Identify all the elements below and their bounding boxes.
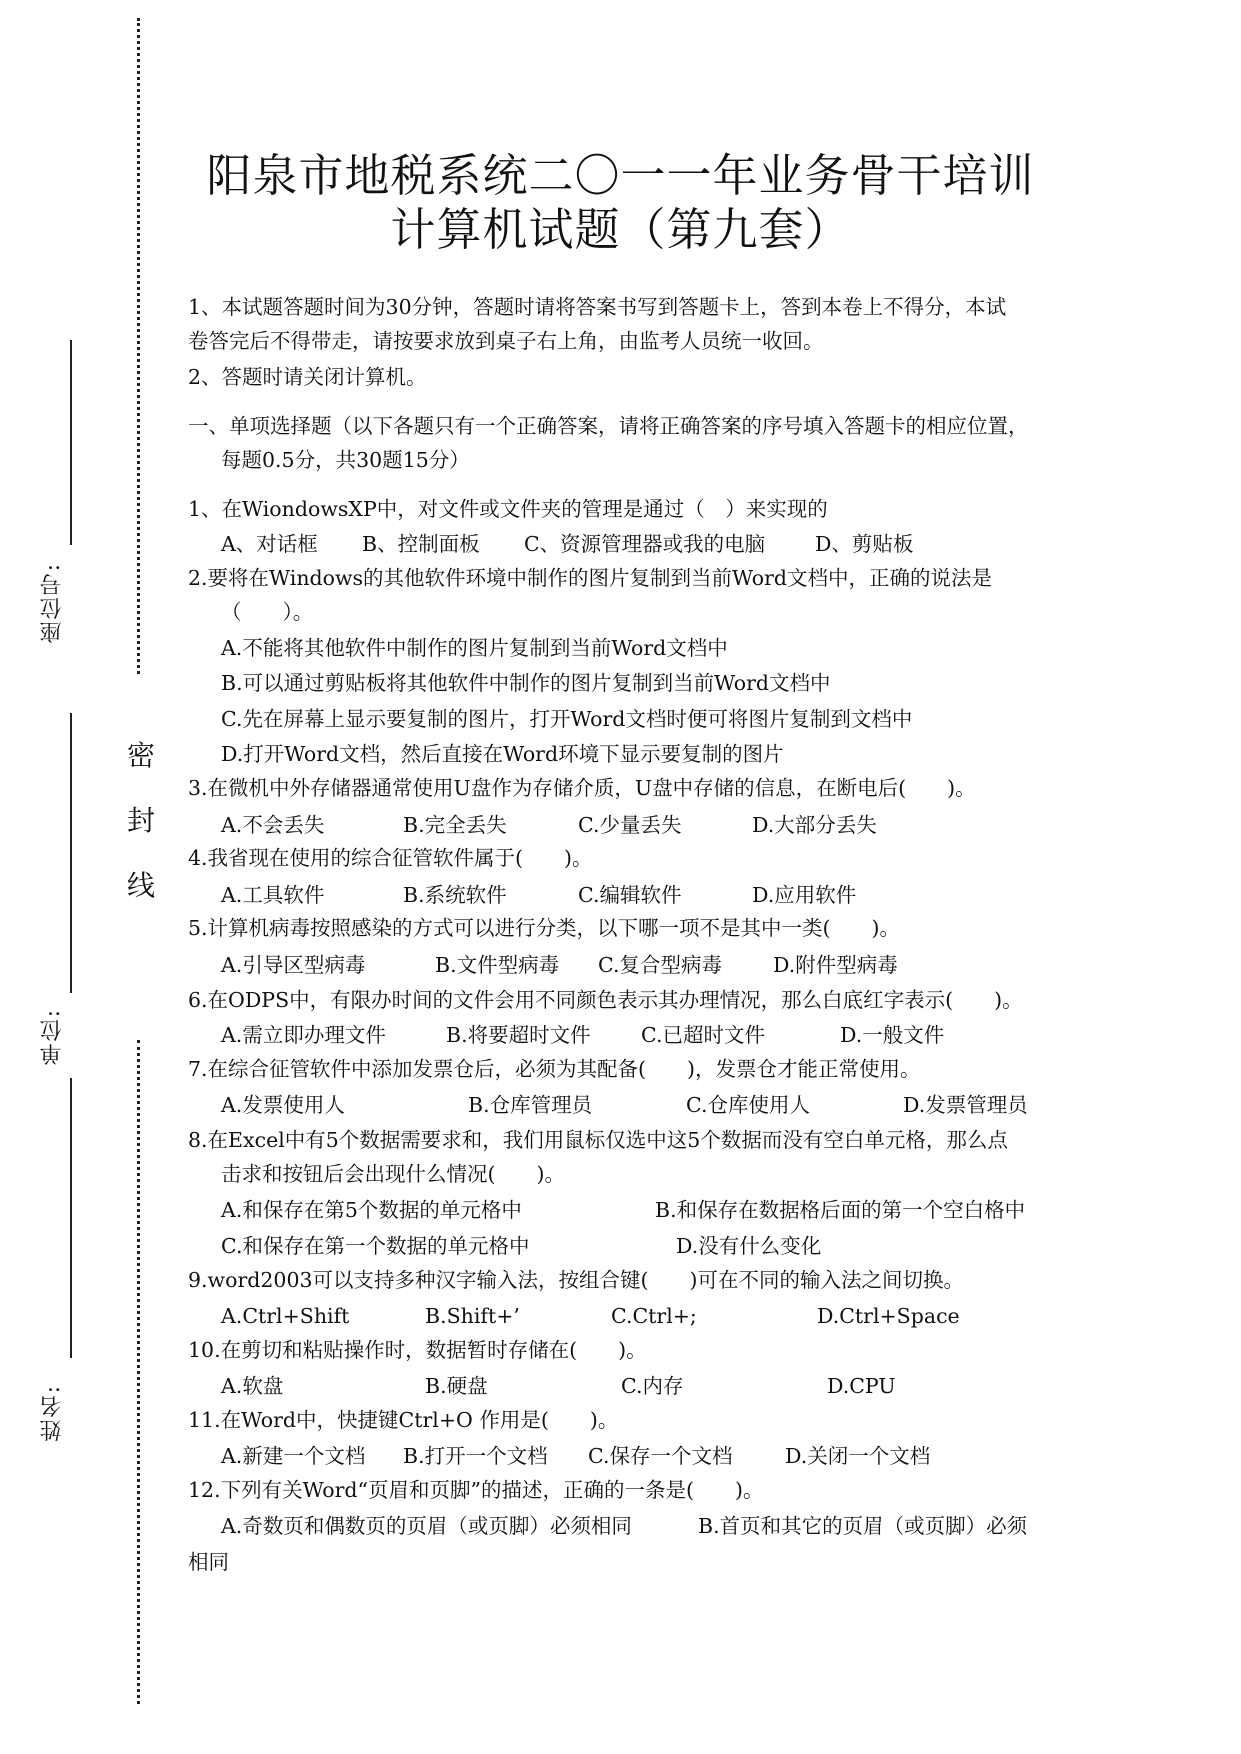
question-3: 3.在微机中外存储器通常使用U盘作为存储介质，U盘中存储的信息，在断电后( )。: [188, 776, 976, 800]
unit-underline: [70, 713, 72, 993]
q9-option-a: A.Ctrl+Shift: [221, 1304, 350, 1328]
seal-char-mi: 密: [127, 739, 156, 772]
q9-option-d: D.Ctrl+Space: [817, 1304, 960, 1328]
exam-title-line1: 阳泉市地税系统二〇一一年业务骨干培训: [206, 149, 1035, 202]
q10-option-a: A.软盘: [221, 1374, 284, 1398]
q8-option-b: B.和保存在数据格后面的第一个空白格中: [655, 1198, 1026, 1222]
question-1: 1、在WiondowsXP中，对文件或文件夹的管理是通过（ ）来实现的: [188, 497, 828, 521]
question-2-cont: （ ）。: [221, 600, 314, 624]
q9-option-b: B.Shift+’: [425, 1304, 520, 1328]
q12-option-b: B.首页和其它的页眉（或页脚）必须: [698, 1514, 1028, 1538]
question-7: 7.在综合征管软件中添加发票仓后，必须为其配备( )，发票仓才能正常使用。: [188, 1057, 921, 1081]
seat-number-label: 座位号:: [40, 562, 65, 644]
q8-option-d: D.没有什么变化: [676, 1234, 822, 1258]
section-heading: 一、单项选择题（以下各题只有一个正确答案，请将正确答案的序号填入答题卡的相应位置，: [188, 414, 1029, 438]
q1-option-c: C、资源管理器或我的电脑: [524, 532, 766, 556]
q6-option-b: B.将要超时文件: [446, 1023, 591, 1047]
q5-option-b: B.文件型病毒: [435, 953, 560, 977]
q6-option-d: D.一般文件: [840, 1023, 945, 1047]
q11-option-a: A.新建一个文档: [221, 1444, 366, 1468]
question-11: 11.在Word中，快捷键Ctrl+O 作用是( )。: [188, 1408, 619, 1432]
q3-option-b: B.完全丢失: [403, 813, 507, 837]
q5-option-a: A.引导区型病毒: [221, 953, 366, 977]
q2-option-c: C.先在屏幕上显示要复制的图片，打开Word文档时便可将图片复制到文档中: [221, 707, 913, 731]
q4-option-c: C.编辑软件: [578, 883, 682, 907]
question-10: 10.在剪切和粘贴操作时，数据暂时存储在( )。: [188, 1338, 647, 1362]
seat-underline: [70, 340, 72, 545]
binding-dotted-line-top: [137, 18, 140, 674]
question-8: 8.在Excel中有5个数据需要求和，我们用鼠标仅选中这5个数据而没有空白单元格，那么点: [188, 1128, 1008, 1152]
q11-option-c: C.保存一个文档: [588, 1444, 733, 1468]
q10-option-c: C.内存: [621, 1374, 684, 1398]
q5-option-d: D.附件型病毒: [773, 953, 898, 977]
instruction-2: 2、答题时请关闭计算机。: [188, 365, 427, 389]
q1-option-a: A、对话框: [221, 532, 318, 556]
q7-option-b: B.仓库管理员: [468, 1093, 593, 1117]
question-6: 6.在ODPS中，有限办时间的文件会用不同颜色表示其办理情况，那么白底红字表示( )。: [188, 988, 1023, 1012]
q6-option-a: A.需立即办理文件: [221, 1023, 386, 1047]
question-8-cont: 击求和按钮后会出现什么情况( )。: [221, 1162, 565, 1186]
question-4: 4.我省现在使用的综合征管软件属于( )。: [188, 846, 593, 870]
q4-option-b: B.系统软件: [403, 883, 507, 907]
q8-option-a: A.和保存在第5个数据的单元格中: [221, 1198, 522, 1222]
question-12: 12.下列有关Word“页眉和页脚”的描述，正确的一条是( )。: [188, 1478, 764, 1502]
q2-option-a: A.不能将其他软件中制作的图片复制到当前Word文档中: [221, 636, 728, 660]
q2-option-d: D.打开Word文档，然后直接在Word环境下显示要复制的图片: [221, 742, 784, 766]
q3-option-c: C.少量丢失: [578, 813, 682, 837]
name-label: 姓名:: [40, 1384, 65, 1442]
unit-underline-lower: [70, 1078, 72, 1358]
q7-option-a: A.发票使用人: [221, 1093, 345, 1117]
question-2: 2.要将在Windows的其他软件环境中制作的图片复制到当前Word文档中，正确的说法是: [188, 566, 993, 590]
question-5: 5.计算机病毒按照感染的方式可以进行分类，以下哪一项不是其中一类( )。: [188, 916, 901, 940]
q11-option-b: B.打开一个文档: [403, 1444, 548, 1468]
binding-dotted-line-bottom: [137, 1040, 140, 1704]
seal-char-feng: 封: [127, 804, 156, 837]
q1-option-b: B、控制面板: [362, 532, 480, 556]
q3-option-a: A.不会丢失: [221, 813, 325, 837]
exam-title-line2: 计算机试题（第九套）: [390, 203, 851, 256]
seal-char-xian: 线: [127, 869, 156, 902]
question-9: 9.word2003可以支持多种汉字输入法，按组合键( )可在不同的输入法之间切换。: [188, 1268, 965, 1292]
q7-option-c: C.仓库使用人: [686, 1093, 810, 1117]
q4-option-a: A.工具软件: [221, 883, 325, 907]
instruction-1: 1、本试题答题时间为30分钟，答题时请将答案书写到答题卡上，答到本卷上不得分，本试: [188, 295, 1007, 319]
q1-option-d: D、剪贴板: [815, 532, 914, 556]
q4-option-d: D.应用软件: [752, 883, 857, 907]
q12-option-b-wrap: 相同: [188, 1550, 229, 1574]
q11-option-d: D.关闭一个文档: [785, 1444, 931, 1468]
q7-option-d: D.发票管理员: [903, 1093, 1028, 1117]
instruction-1-cont: 卷答完后不得带走，请按要求放到桌子右上角，由监考人员统一收回。: [188, 329, 824, 353]
q12-option-a: A.奇数页和偶数页的页眉（或页脚）必须相同: [221, 1514, 632, 1538]
unit-label: 单位:: [40, 1008, 65, 1066]
section-heading-cont: 每题0.5分，共30题15分）: [221, 448, 470, 472]
q2-option-b: B.可以通过剪贴板将其他软件中制作的图片复制到当前Word文档中: [221, 671, 831, 695]
q5-option-c: C.复合型病毒: [598, 953, 722, 977]
q10-option-d: D.CPU: [827, 1374, 896, 1398]
q8-option-c: C.和保存在第一个数据的单元格中: [221, 1234, 530, 1258]
q9-option-c: C.Ctrl+;: [611, 1304, 697, 1328]
q6-option-c: C.已超时文件: [641, 1023, 765, 1047]
q3-option-d: D.大部分丢失: [752, 813, 877, 837]
q10-option-b: B.硬盘: [425, 1374, 488, 1398]
